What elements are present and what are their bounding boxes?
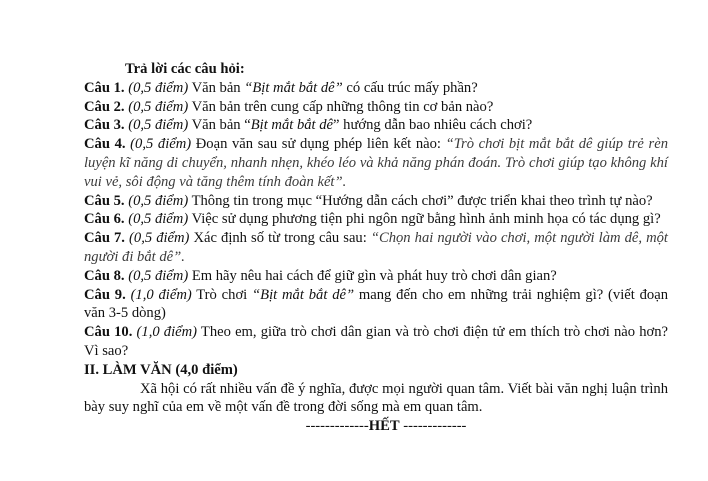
question-points: (0,5 điểm) — [129, 230, 190, 247]
question-number: Câu 2. — [84, 98, 125, 115]
question-10 — [84, 323, 668, 361]
question-number: Câu 7. — [84, 230, 125, 247]
question-3 — [84, 116, 668, 135]
section-heading: II. LÀM VĂN (4,0 điểm) — [84, 361, 238, 378]
question-5 — [84, 192, 668, 211]
question-text: Xác định số từ trong câu sau: — [189, 230, 371, 247]
question-number: Câu 10. — [84, 324, 133, 341]
question-text: Văn bản “ — [188, 117, 251, 134]
question-text: Em hãy nêu hai cách để giữ gìn và phát huy trò chơi dân gian? — [188, 267, 557, 284]
question-number: Câu 8. — [84, 267, 125, 284]
end-dashes-right: ------------- — [399, 418, 467, 435]
question-text: Thông tin trong mục “Hướng dẫn cách chơi” được triển khai theo trình tự nào? — [188, 192, 653, 209]
question-points: (0,5 điểm) — [130, 136, 192, 153]
question-points: (0,5 điểm) — [128, 211, 189, 228]
question-text-after: ” hướng dẫn bao nhiêu cách chơi? — [333, 117, 533, 134]
question-7 — [84, 229, 668, 267]
end-dashes-left: ------------- — [305, 418, 369, 435]
question-text-after: mang đến cho em những trải nghiệm gì? (viết đoạn văn 3-5 dòng) — [84, 286, 668, 322]
question-text: Văn bản trên cung cấp những thông tin cơ bản nào? — [188, 98, 494, 115]
end-marker — [84, 417, 668, 436]
question-4 — [84, 135, 668, 191]
question-text-after: có cấu trúc mấy phần? — [342, 79, 478, 96]
question-points: (0,5 điểm) — [128, 192, 189, 209]
question-quote: “Chọn hai người vào chơi, một người làm dê, một người đi bắt dê”. — [84, 230, 668, 265]
question-6 — [84, 210, 668, 229]
question-quote: “Trò chơi bịt mắt bắt dê giúp trẻ rèn luyện kĩ năng di chuyển, nhanh nhẹn, khéo léo và khả năng phán đoán. Trò chơi giúp tạo không khí vui vẻ, sôi động và tăng thêm tính đoàn kết”. — [84, 136, 669, 190]
question-9 — [84, 286, 668, 324]
question-text: Theo em, giữa trò chơi dân gian và trò chơi điện tử em thích trò chơi nào hơn? Vì sao? — [84, 324, 669, 359]
question-points: (0,5 điểm) — [128, 117, 189, 134]
question-number: Câu 4. — [84, 136, 126, 153]
question-number: Câu 9. — [84, 286, 126, 303]
question-number: Câu 5. — [84, 192, 125, 209]
question-1 — [84, 79, 668, 98]
end-word: HẾT — [368, 418, 400, 435]
question-quote: Bịt mắt bắt dê — [250, 117, 334, 134]
question-8 — [84, 267, 668, 286]
question-points: (0,5 điểm) — [128, 267, 189, 284]
question-number: Câu 6. — [84, 211, 125, 228]
question-text: Trò chơi — [191, 286, 253, 303]
essay-prompt: Xã hội có rất nhiều vấn đề ý nghĩa, được mọi người quan tâm. Viết bài văn nghị luận trình bày suy nghĩ của em về một vấn đề trong đời sống mà em quan tâm. — [84, 380, 668, 416]
answer-heading: Trả lời các câu hỏi: — [125, 61, 245, 77]
question-2 — [84, 98, 668, 117]
question-number: Câu 3. — [84, 117, 125, 134]
question-points: (1,0 điểm) — [130, 286, 192, 303]
question-quote: “Bịt mắt bắt dê” — [244, 79, 343, 96]
question-points: (1,0 điểm) — [136, 324, 198, 341]
question-points: (0,5 điểm) — [128, 79, 189, 96]
question-points: (0,5 điểm) — [128, 98, 189, 115]
question-text: Đoạn văn sau sử dụng phép liên kết nào: — [191, 136, 446, 153]
question-quote: “Bịt mắt bắt dê” — [252, 286, 355, 303]
question-text: Việc sử dụng phương tiện phi ngôn ngữ bằng hình ảnh minh họa có tác dụng gì? — [188, 211, 661, 228]
question-number: Câu 1. — [84, 79, 125, 96]
question-text: Văn bản — [188, 79, 245, 96]
